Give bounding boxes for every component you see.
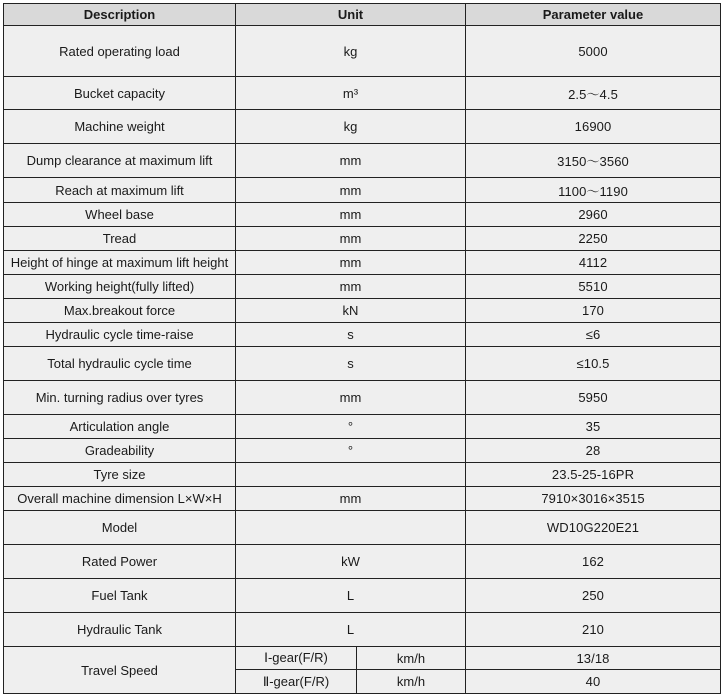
row-value: 5000 xyxy=(466,26,721,77)
row-unit xyxy=(236,463,466,487)
gear-value: 40 xyxy=(466,670,721,694)
table-row xyxy=(4,77,721,110)
row-value: 3150～3560 xyxy=(466,144,721,178)
row-value: 23.5-25-16PR xyxy=(466,463,721,487)
row-value: 28 xyxy=(466,439,721,463)
gear-unit: km/h xyxy=(357,670,466,694)
row-unit: kg xyxy=(236,110,466,144)
row-value: 5510 xyxy=(466,275,721,299)
row-unit: mm xyxy=(236,275,466,299)
header-description: Description xyxy=(4,4,236,26)
row-description: Machine weight xyxy=(4,110,236,144)
row-value: 2250 xyxy=(466,227,721,251)
row-value: 250 xyxy=(466,579,721,613)
row-value: 5950 xyxy=(466,381,721,415)
row-unit: mm xyxy=(236,381,466,415)
row-description: Overall machine dimension L×W×H xyxy=(4,487,236,511)
gear-label: Ⅱ-gear(F/R) xyxy=(236,670,357,694)
row-unit: kW xyxy=(236,545,466,579)
row-unit: L xyxy=(236,579,466,613)
table-row xyxy=(4,613,721,647)
header-parameter: Parameter value xyxy=(466,4,721,26)
table-row xyxy=(4,275,721,299)
row-description: Dump clearance at maximum lift xyxy=(4,144,236,178)
row-value: WD10G220E21 xyxy=(466,511,721,545)
table-row xyxy=(4,463,721,487)
row-unit: mm xyxy=(236,487,466,511)
row-unit: mm xyxy=(236,178,466,203)
row-description: Articulation angle xyxy=(4,415,236,439)
row-value: 2960 xyxy=(466,203,721,227)
row-unit: kg xyxy=(236,26,466,77)
row-unit: mm xyxy=(236,144,466,178)
row-description: Tyre size xyxy=(4,463,236,487)
row-description: Fuel Tank xyxy=(4,579,236,613)
row-description: Bucket capacity xyxy=(4,77,236,110)
header-row xyxy=(4,4,721,26)
row-description: Reach at maximum lift xyxy=(4,178,236,203)
gear-unit: km/h xyxy=(357,647,466,670)
table-row xyxy=(4,579,721,613)
row-unit: kN xyxy=(236,299,466,323)
travel-speed-row xyxy=(4,647,721,670)
table-row xyxy=(4,26,721,77)
row-description: Rated operating load xyxy=(4,26,236,77)
travel-speed-description: Travel Speed xyxy=(4,647,236,694)
row-description: Total hydraulic cycle time xyxy=(4,347,236,381)
row-unit: ° xyxy=(236,439,466,463)
table-row xyxy=(4,251,721,275)
table-row xyxy=(4,323,721,347)
row-value: 162 xyxy=(466,545,721,579)
row-description: Wheel base xyxy=(4,203,236,227)
row-value: 2.5～4.5 xyxy=(466,77,721,110)
table-row xyxy=(4,110,721,144)
row-value: 4112 xyxy=(466,251,721,275)
table-row xyxy=(4,227,721,251)
row-description: Hydraulic cycle time-raise xyxy=(4,323,236,347)
row-unit: mm xyxy=(236,227,466,251)
row-description: Rated Power xyxy=(4,545,236,579)
row-value: 35 xyxy=(466,415,721,439)
row-description: Working height(fully lifted) xyxy=(4,275,236,299)
row-unit: m³ xyxy=(236,77,466,110)
row-value: 170 xyxy=(466,299,721,323)
table-row xyxy=(4,178,721,203)
row-description: Min. turning radius over tyres xyxy=(4,381,236,415)
row-description: Max.breakout force xyxy=(4,299,236,323)
row-value: 1100～1190 xyxy=(466,178,721,203)
row-unit: mm xyxy=(236,203,466,227)
gear-value: 13/18 xyxy=(466,647,721,670)
row-unit: L xyxy=(236,613,466,647)
table-row xyxy=(4,511,721,545)
row-value: 16900 xyxy=(466,110,721,144)
row-unit: s xyxy=(236,347,466,381)
table-row xyxy=(4,203,721,227)
table-row xyxy=(4,439,721,463)
row-value: 210 xyxy=(466,613,721,647)
row-description: Model xyxy=(4,511,236,545)
row-value: ≤6 xyxy=(466,323,721,347)
header-unit: Unit xyxy=(236,4,466,26)
table-row xyxy=(4,299,721,323)
row-unit: ° xyxy=(236,415,466,439)
row-description: Hydraulic Tank xyxy=(4,613,236,647)
table-row xyxy=(4,381,721,415)
table-row xyxy=(4,487,721,511)
row-description: Height of hinge at maximum lift height xyxy=(4,251,236,275)
table-row xyxy=(4,545,721,579)
row-description: Tread xyxy=(4,227,236,251)
row-unit: s xyxy=(236,323,466,347)
spec-table xyxy=(3,3,721,694)
table-row xyxy=(4,415,721,439)
table-row xyxy=(4,144,721,178)
table-row xyxy=(4,347,721,381)
row-description: Gradeability xyxy=(4,439,236,463)
row-unit: mm xyxy=(236,251,466,275)
row-value: ≤10.5 xyxy=(466,347,721,381)
row-value: 7910×3016×3515 xyxy=(466,487,721,511)
gear-label: Ⅰ-gear(F/R) xyxy=(236,647,357,670)
row-unit xyxy=(236,511,466,545)
